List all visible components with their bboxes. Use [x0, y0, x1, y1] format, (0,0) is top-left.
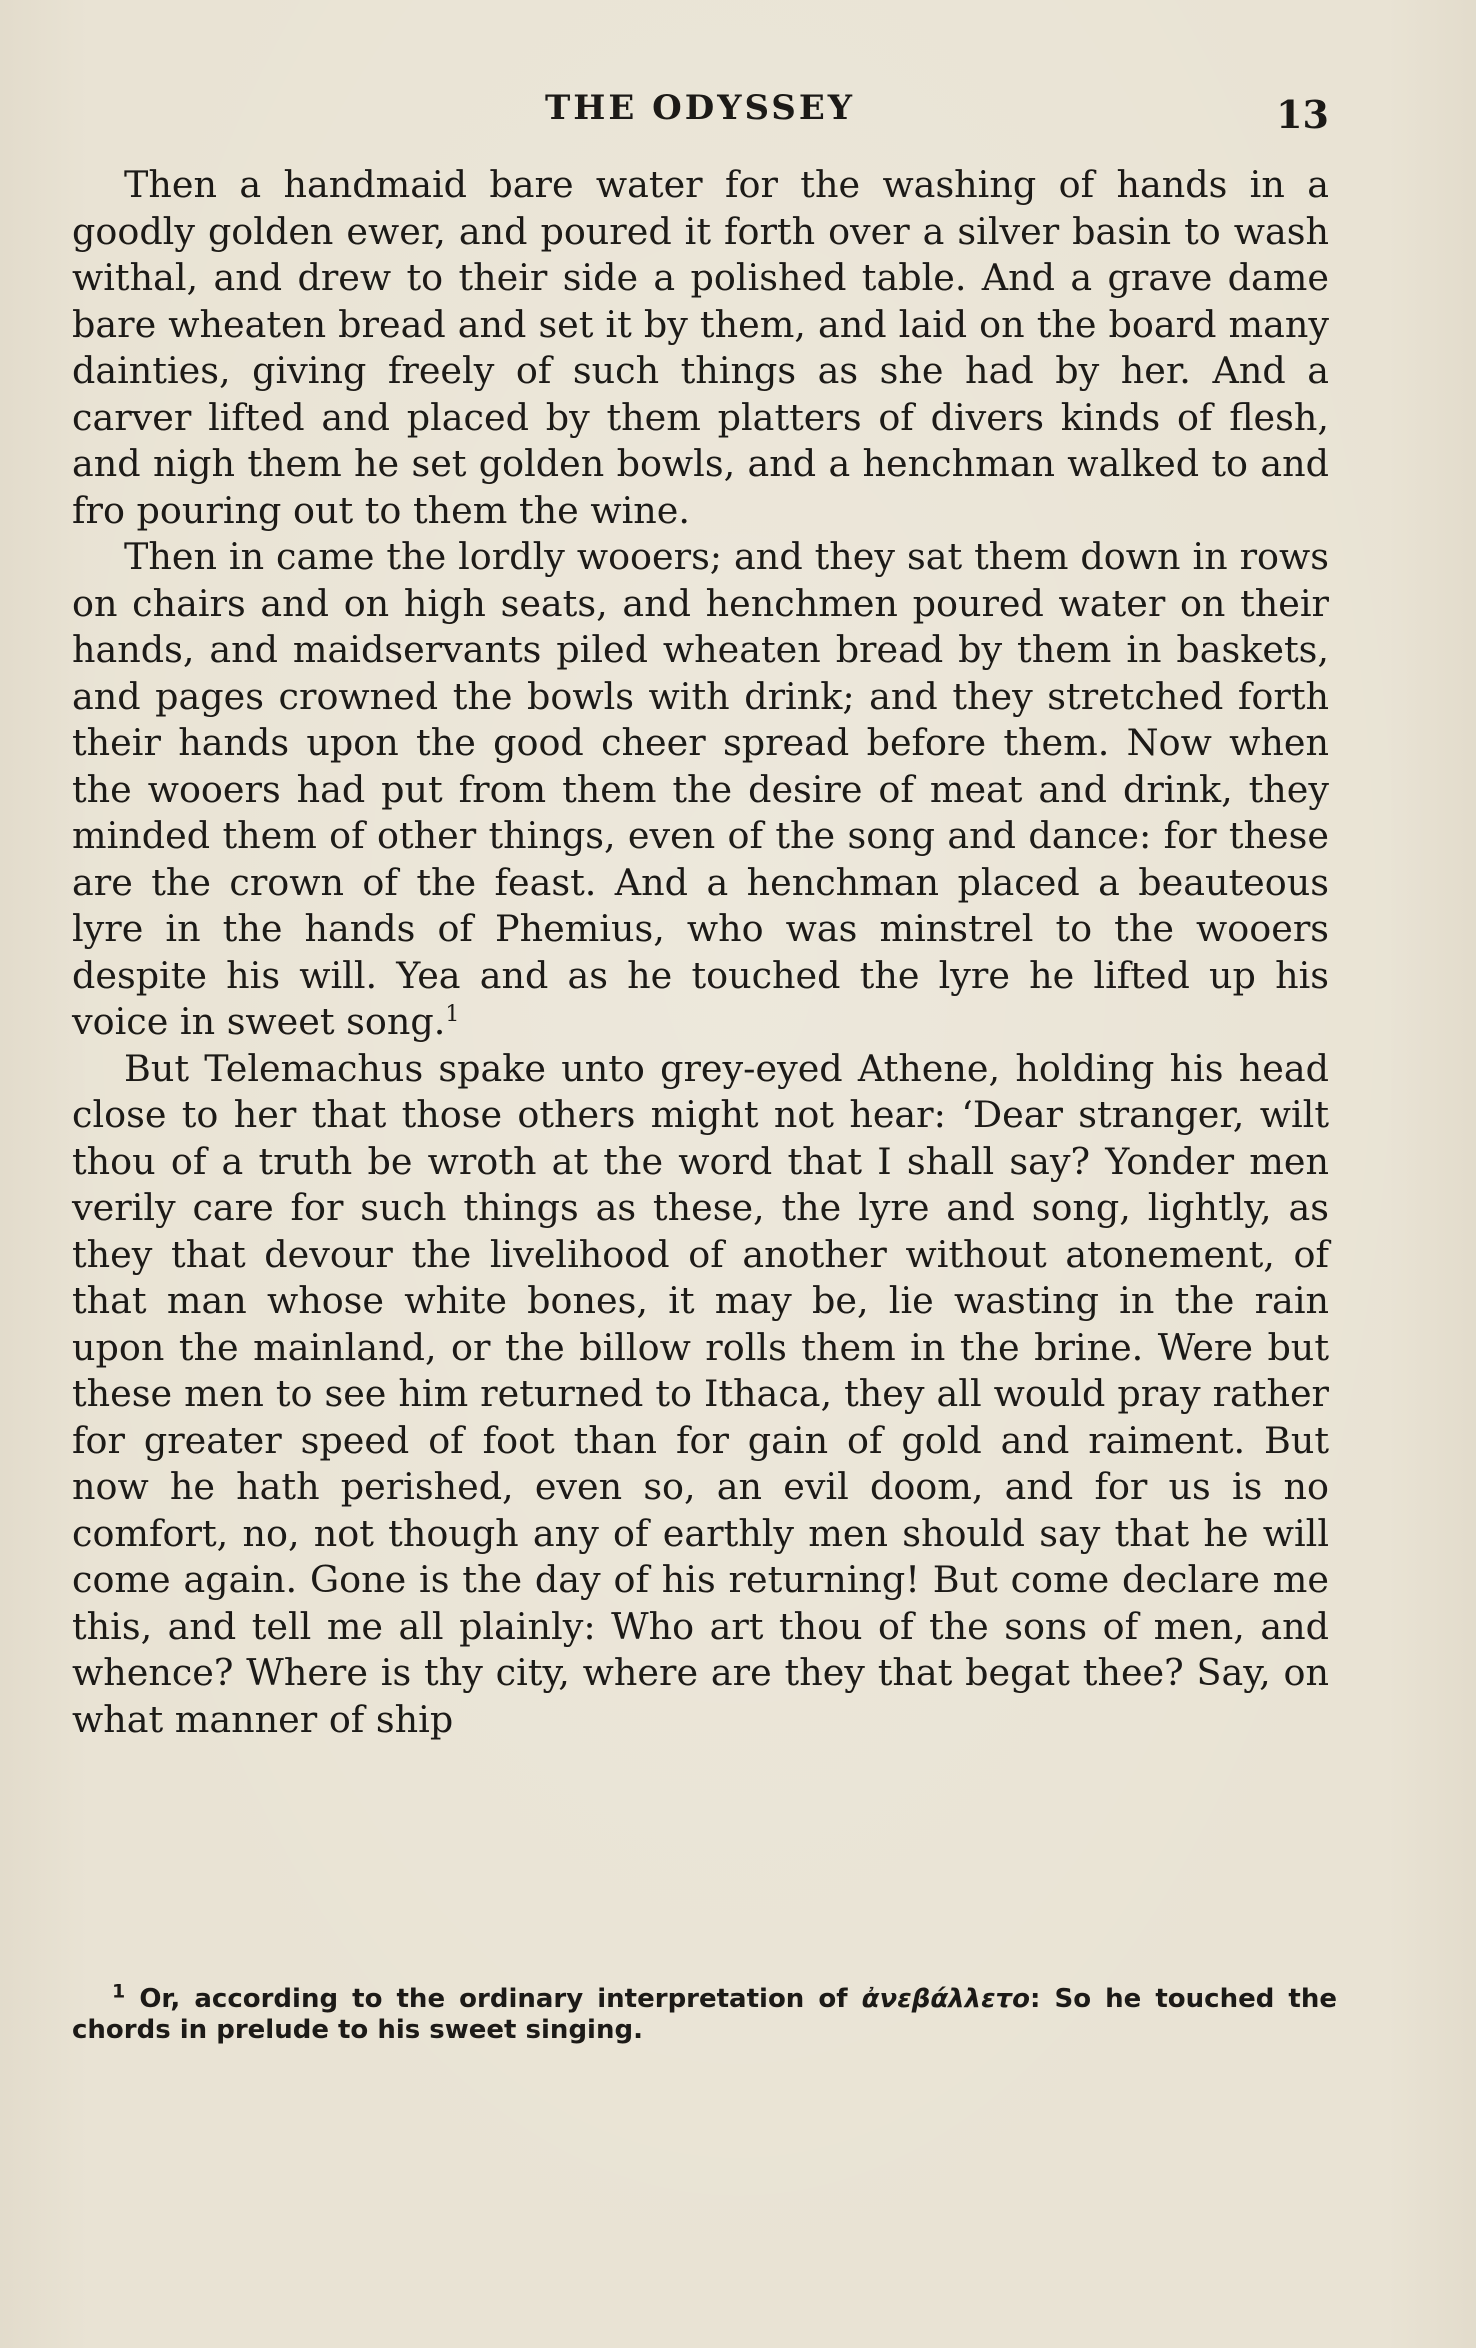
paragraph — [72, 162, 1329, 534]
body-text — [72, 162, 1329, 1743]
footnote-mark: 1 — [112, 1980, 126, 2003]
footnote-text-before: Or, according to the ordinary interpretation of — [139, 1984, 848, 2014]
paragraph-text: Then in came the lordly wooers; and they sat them down in rows on chairs and on high seats, and henchmen poured water on their hands, and maidservants piled wheaten bread by them in baskets, and pages crowned the bowls with drink; and they stretched forth their hands upon the good cheer spread before them. Now when the wooers had put from them the desire of meat and drink, they minded them of other things, even of the song and dance: for these are the crown of the feast. And a henchman placed a beauteous lyre in the hands of Phemius, who was minstrel to the wooers despite his will. Yea and as he touched the lyre he lifted up his voice in sweet song. — [72, 535, 1329, 1043]
footnote-greek-word: ἀνεβάλλετο — [861, 1984, 1031, 2014]
footnote-reference[interactable]: 1 — [445, 1001, 460, 1027]
paragraph — [72, 1046, 1329, 1744]
running-title: THE ODYSSEY — [544, 88, 856, 128]
footnote — [72, 1980, 1337, 2046]
running-head — [0, 88, 1476, 138]
paragraph-text: But Telemachus spake unto grey-eyed Athene, holding his head close to her that those others might not hear: ‘Dear stranger, wilt thou of a truth be wroth at the word that I shall say? Yonder men verily care for such things as these, the lyre and song, lightly, as they that devour the livelihood of another without atonement, of that man whose white bones, it may be, lie wasting in the rain upon the mainland, or the billow rolls them in the brine. Were but these men to see him returned to Ithaca, they all would pray rather for greater speed of foot than for gain of gold and raiment. But now he hath perished, even so, an evil doom, and for us is no comfort, no, not though any of earthly men should say that he will come again. Gone is the day of his returning! But come declare me this, and tell me all plainly: Who art thou of the sons of men, and whence? Where is thy city, where are they that begat thee? Say, on what manner of ship — [72, 1046, 1329, 1741]
page-number: 13 — [1276, 92, 1329, 137]
footnote-text-after: : So he touched the chords in prelude to his sweet singing. — [72, 1984, 1337, 2045]
paragraph-text: Then a handmaid bare water for the washing of hands in a goodly golden ewer, and poured it forth over a silver basin to wash withal, and drew to their side a polished table. And a grave dame bare wheaten bread and set it by them, and laid on the board many dainties, giving freely of such things as she had by her. And a carver lifted and placed by them platters of divers kinds of flesh, and nigh them he set golden bowls, and a henchman walked to and fro pouring out to them the wine. — [72, 163, 1329, 532]
paragraph — [72, 534, 1329, 1046]
